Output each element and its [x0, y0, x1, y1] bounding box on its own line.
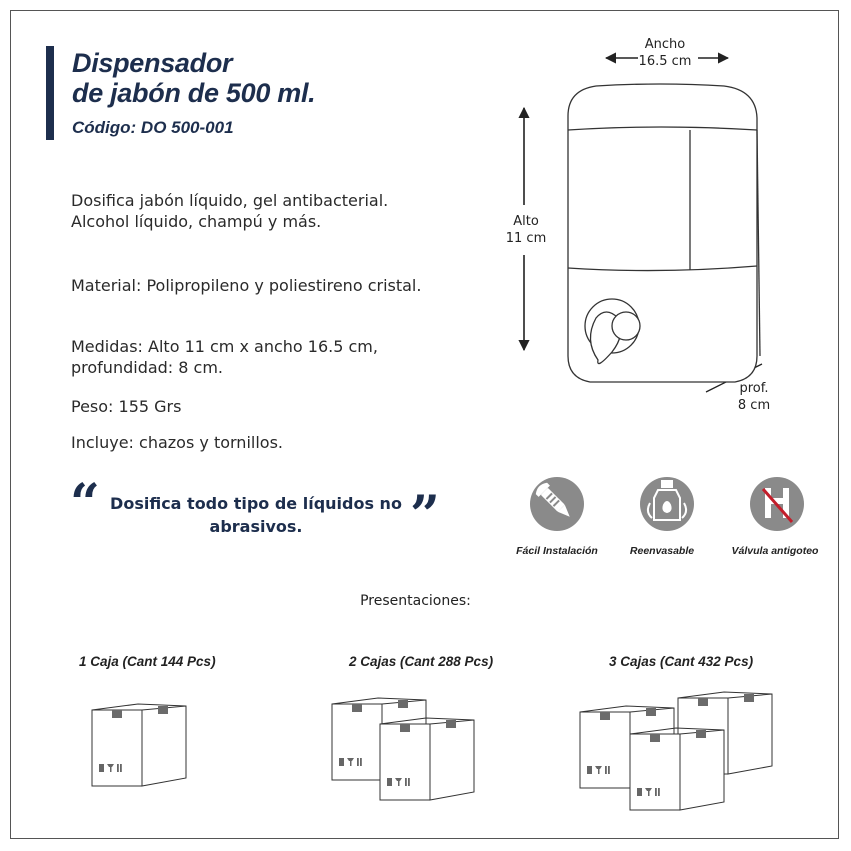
close-quote-mark: ” [410, 485, 440, 546]
open-quote-mark: “ [70, 473, 100, 534]
product-code: Código: DO 500-001 [72, 118, 234, 137]
title-line-1: Dispensador [72, 48, 233, 78]
box-single [92, 704, 186, 786]
presentations-title: Presentaciones: [360, 593, 471, 609]
feature-label-installation: Fácil Instalación [516, 545, 598, 557]
material-text: Material: Polipropileno y poliestireno cristal. [71, 276, 422, 295]
height-label-text: Alto [513, 214, 539, 229]
width-label-text: Ancho [644, 37, 686, 52]
title-line-2: de jabón de 500 ml. [72, 78, 316, 108]
weight-text: Peso: 155 Grs [71, 397, 182, 416]
feature-label-valve: Válvula antigoteo [731, 545, 819, 557]
quote-text: Dosifica todo tipo de líquidos no abrasivos. [110, 494, 402, 536]
feature-label-refill: Reenvasable [629, 545, 695, 557]
width-value-text: 16.5 cm [638, 54, 692, 69]
includes-text: Incluye: chazos y tornillos. [71, 433, 283, 452]
box-triple-front [630, 728, 724, 810]
height-value-text: 11 cm [505, 231, 547, 246]
presentation-3-label: 3 Cajas (Cant 432 Pcs) [609, 654, 754, 669]
box-pair-front [380, 718, 474, 800]
presentation-2-label: 2 Cajas (Cant 288 Pcs) [349, 654, 494, 669]
uses-text: Dosifica jabón líquido, gel antibacterial. Alcohol líquido, champú y más. [71, 191, 389, 231]
presentation-1-label: 1 Caja (Cant 144 Pcs) [79, 654, 216, 669]
measures-text: Medidas: Alto 11 cm x ancho 16.5 cm, profundidad: 8 cm. [71, 337, 378, 377]
depth-value-text: 8 cm [737, 398, 771, 413]
depth-label-text: prof. [739, 381, 769, 396]
